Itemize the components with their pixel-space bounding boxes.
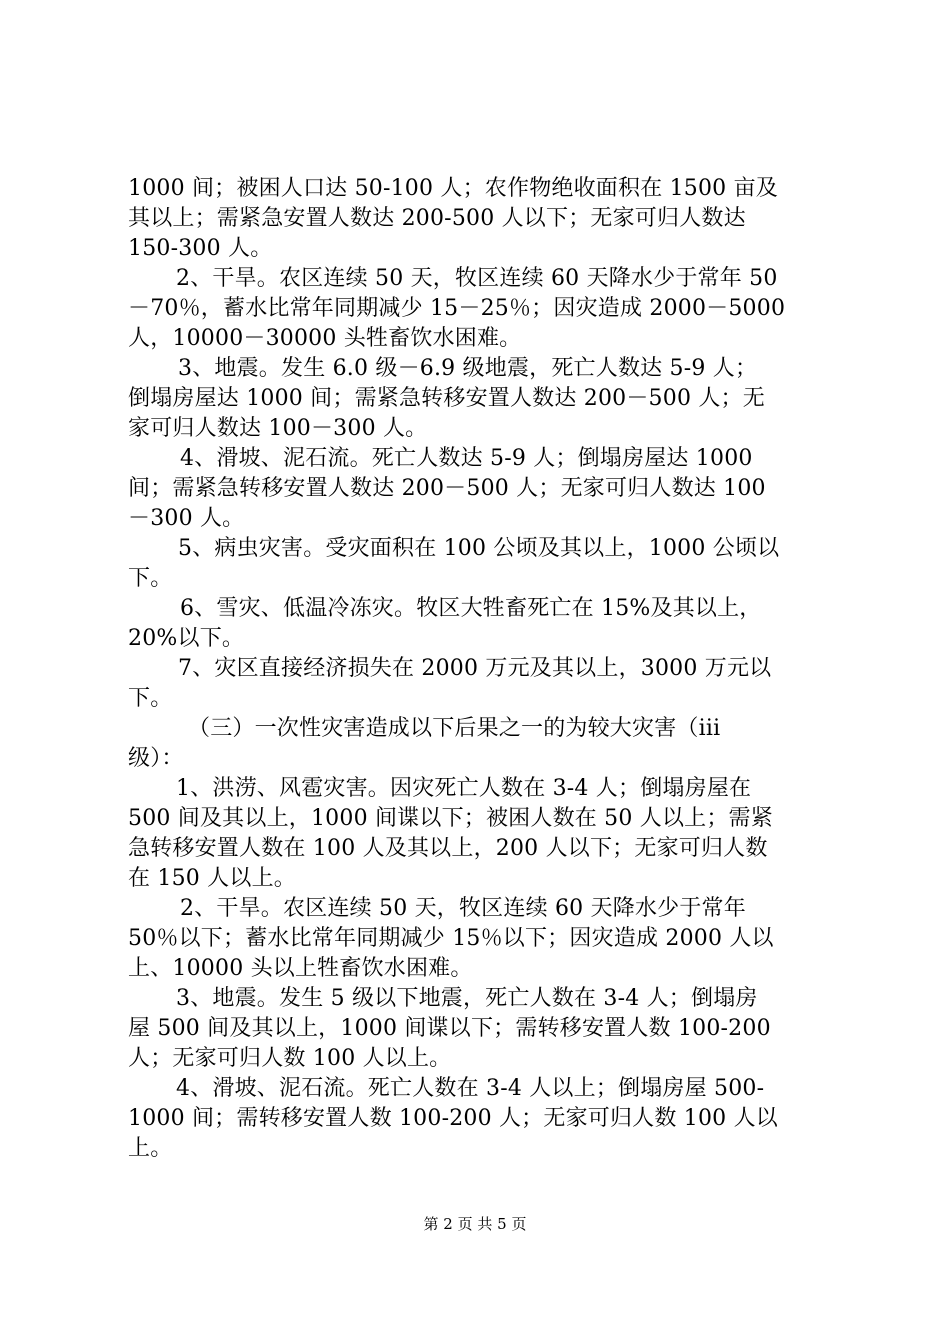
text-line: 5、病虫灾害。受灾面积在 100 公顷及其以上，1000 公顷以 — [178, 536, 780, 561]
text-line: 级）： — [128, 746, 184, 771]
text-line: －300 人。 — [128, 506, 245, 531]
text-line: 家可归人数达 100－300 人。 — [128, 416, 428, 441]
text-line: 4、滑坡、泥石流。死亡人数在 3-4 人以上；倒塌房屋 500- — [176, 1076, 765, 1101]
text-line: 在 150 人以上。 — [128, 866, 296, 891]
text-line: －70％，蓄水比常年同期减少 15－25％；因灾造成 2000－5000 — [128, 296, 786, 321]
text-line: 上。 — [128, 1136, 173, 1161]
text-line: 人，10000－30000 头牲畜饮水困难。 — [128, 326, 522, 351]
text-line: 6、雪灾、低温冷冻灾。牧区大牲畜死亡在 15%及其以上， — [180, 596, 762, 621]
text-line: 4、滑坡、泥石流。死亡人数达 5-9 人；倒塌房屋达 1000 — [180, 446, 753, 471]
text-line: （三）一次性灾害造成以下后果之一的为较大灾害（iii — [188, 716, 721, 741]
text-line: 3、地震。发生 6.0 级－6.9 级地震，死亡人数达 5-9 人； — [178, 356, 758, 381]
page-footer: 第 2 页 共 5 页 — [423, 1215, 527, 1233]
text-line: 1000 间；被困人口达 50-100 人；农作物绝收面积在 1500 亩及 — [128, 176, 778, 201]
text-line: 倒塌房屋达 1000 间；需紧急转移安置人数达 200－500 人；无 — [128, 386, 765, 411]
text-line: 间；需紧急转移安置人数达 200－500 人；无家可归人数达 100 — [128, 476, 766, 501]
text-line: 其以上；需紧急安置人数达 200-500 人以下；无家可归人数达 — [128, 206, 746, 231]
text-line: 1000 间；需转移安置人数 100-200 人；无家可归人数 100 人以 — [128, 1106, 778, 1131]
text-line: 7、灾区直接经济损失在 2000 万元及其以上，3000 万元以 — [178, 656, 772, 681]
text-line: 150-300 人。 — [128, 236, 273, 261]
text-line: 2、干旱。农区连续 50 天，牧区连续 60 天降水少于常年 — [180, 896, 746, 921]
text-line: 下。 — [128, 686, 173, 711]
text-line: 1、洪涝、风雹灾害。因灾死亡人数在 3-4 人；倒塌房屋在 — [176, 776, 752, 801]
text-line: 上、10000 头以上牲畜饮水困难。 — [128, 956, 473, 981]
text-line: 急转移安置人数在 100 人及其以上，200 人以下；无家可归人数 — [128, 836, 768, 861]
text-line: 下。 — [128, 566, 173, 591]
document-body — [128, 174, 836, 1164]
text-line: 屋 500 间及其以上，1000 间谍以下；需转移安置人数 100-200 — [128, 1016, 771, 1041]
text-line: 500 间及其以上，1000 间谍以下；被困人数在 50 人以上；需紧 — [128, 806, 773, 831]
text-line: 50％以下；蓄水比常年同期减少 15％以下；因灾造成 2000 人以 — [128, 926, 774, 951]
text-line: 2、干旱。农区连续 50 天，牧区连续 60 天降水少于常年 50 — [176, 266, 778, 291]
text-line: 20%以下。 — [128, 626, 245, 651]
text-line: 人；无家可归人数 100 人以上。 — [128, 1046, 452, 1071]
text-line: 3、地震。发生 5 级以下地震，死亡人数在 3-4 人；倒塌房 — [176, 986, 758, 1011]
